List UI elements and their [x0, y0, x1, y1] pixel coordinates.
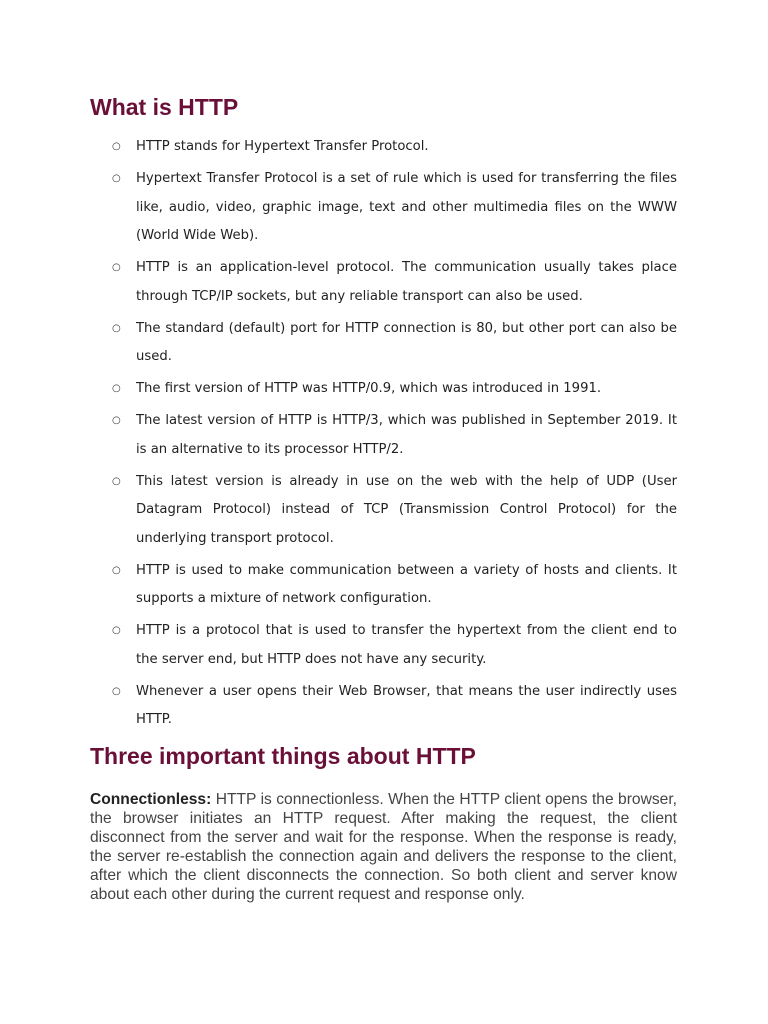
section-heading-what-is-http: What is HTTP	[90, 94, 239, 120]
bullet-circle-icon: ○	[112, 322, 121, 334]
connectionless-paragraph	[90, 790, 677, 904]
list-item	[90, 165, 677, 251]
list-item	[90, 557, 677, 614]
bullet-circle-icon: ○	[112, 173, 121, 184]
list-item-text: Hypertext Transfer Protocol is a set of rule which is used for transferring the files like, audio, video, graphic image, text and other multimedia files on the WWW (World Wide Web).	[136, 171, 677, 243]
bullet-circle-icon: ○	[112, 564, 121, 576]
list-item	[90, 375, 677, 404]
list-item-text: Whenever a user opens their Web Browser, that means the user indirectly uses HTTP.	[136, 683, 677, 727]
list-item	[90, 678, 677, 735]
list-item	[90, 407, 677, 464]
section-heading-three-things: Three important things about HTTP	[90, 743, 476, 769]
paragraph-text: HTTP is connectionless. When the HTTP client opens the browser, the browser initiates an HTTP request. After making the request, the client disconnect from the server and wait for the response. When the response is ready, the server re-establish the connection again and delivers the response to the client, after which the client disconnects the connection. So both client and server know about each other during the current request and response only.	[90, 791, 677, 903]
http-facts-list	[90, 133, 677, 738]
list-item-text: HTTP is a protocol that is used to transfer the hypertext from the client end to the server end, but HTTP does not have any security.	[136, 623, 677, 667]
list-item	[90, 315, 677, 372]
bullet-circle-icon: ○	[112, 383, 121, 394]
list-item	[90, 468, 677, 554]
bullet-circle-icon: ○	[112, 262, 121, 273]
bullet-circle-icon: ○	[112, 685, 121, 697]
list-item-text: The first version of HTTP was HTTP/0.9, which was introduced in 1991.	[136, 381, 602, 396]
list-item-text: HTTP is an application-level protocol. The communication usually takes place through TCP/IP sockets, but any reliable transport can also be used.	[136, 260, 677, 304]
list-item	[90, 617, 677, 674]
bullet-circle-icon: ○	[112, 141, 121, 152]
list-item-text: The standard (default) port for HTTP connection is 80, but other port can also be used.	[136, 320, 677, 364]
term-label: Connectionless:	[90, 791, 212, 808]
bullet-circle-icon: ○	[112, 415, 121, 426]
list-item	[90, 133, 677, 162]
bullet-circle-icon: ○	[112, 625, 121, 636]
list-item	[90, 254, 677, 311]
list-item-text: The latest version of HTTP is HTTP/3, which was published in September 2019. It is an alternative to its processor HTTP/2.	[136, 413, 677, 457]
list-item-text: HTTP is used to make communication between a variety of hosts and clients. It supports a mixture of network configuration.	[136, 562, 677, 606]
list-item-text: This latest version is already in use on the web with the help of UDP (User Datagram Protocol) instead of TCP (Transmission Control Protocol) for the underlying transport protocol.	[136, 473, 677, 546]
list-item-text: HTTP stands for Hypertext Transfer Protocol.	[136, 139, 429, 154]
bullet-circle-icon: ○	[112, 475, 121, 487]
